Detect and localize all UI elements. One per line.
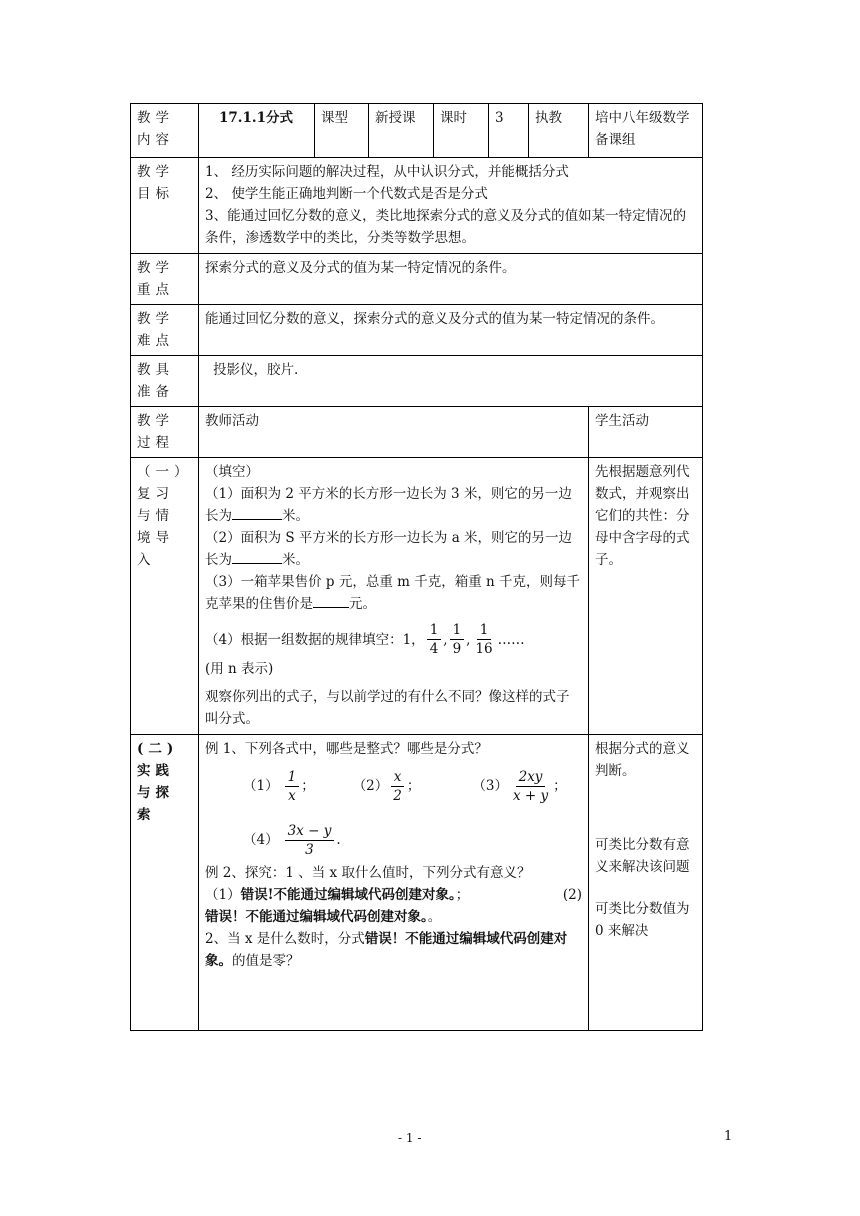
sequence-fraction: $\frac{1}{9}$ bbox=[450, 621, 465, 658]
question-4: （4）根据一组数据的规律填空：1， $\frac{1}{4}$ , $\frac{1}{9}$ , $\frac{1}{16}$ …… bbox=[205, 622, 525, 657]
difficulties-label: 教学难点 bbox=[131, 305, 199, 356]
key-points-text: 探索分式的意义及分式的值为某一特定情况的条件。 bbox=[199, 254, 703, 305]
key-points-row bbox=[131, 254, 703, 305]
answer-blank bbox=[232, 505, 282, 520]
answer-blank bbox=[232, 549, 282, 564]
tools-text: 投影仪，胶片. bbox=[199, 356, 703, 407]
section1-label: （一）复习与情境导入 bbox=[131, 458, 199, 735]
sequence-fraction: $\frac{1}{4}$ bbox=[427, 621, 442, 658]
fraction-2: $\frac{x}{2}$ bbox=[390, 768, 405, 805]
student-note-3: 可类比分数值为 0 来解决 bbox=[595, 901, 690, 939]
fraction-3: $\frac{2xy}{x + y}$ bbox=[512, 768, 549, 804]
student-note-1: 根据分式的意义判断。 bbox=[595, 741, 690, 779]
example-3: 2、当 x 是什么数时，分式错误！不能通过编辑域代码创建对象。的值是零？ bbox=[205, 931, 568, 969]
objective-3: 3、能通过回忆分数的意义，类比地探索分式的意义及分式的值如某一特定情况的条件，渗透数学中的类比，分类等数学思想。 bbox=[205, 208, 687, 246]
example-1: 例 1、下列各式中，哪些是整式？哪些是分式？ bbox=[205, 741, 488, 757]
label-type: 课型 bbox=[315, 104, 369, 158]
answer-blank bbox=[313, 593, 349, 608]
sequence-ellipsis: …… bbox=[497, 631, 525, 648]
question-4-text: （4）根据一组数据的规律填空：1， bbox=[205, 631, 425, 648]
objective-2: 2、 使学生能正确地判断一个代数式是否是分式 bbox=[205, 186, 488, 202]
question-4-note: (用 n 表示) bbox=[205, 661, 274, 677]
field-error: 错误！不能通过编辑域代码创建对象。 bbox=[205, 931, 568, 969]
section2-teacher bbox=[199, 735, 589, 1031]
question-2 bbox=[205, 527, 582, 571]
header-row bbox=[131, 104, 703, 158]
example-2-item-2: 错误！不能通过编辑域代码创建对象。。 bbox=[205, 909, 442, 925]
difficulties-text: 能通过回忆分数的意义，探索分式的意义及分式的值为某一特定情况的条件。 bbox=[199, 305, 703, 356]
section1-teacher bbox=[199, 458, 589, 735]
label-hours: 课时 bbox=[434, 104, 489, 158]
student-note-2: 可类比分数有意义来解决该问题 bbox=[595, 837, 690, 875]
example-1-expression-4: （4） $\frac{3x - y}{3}$ . bbox=[243, 822, 341, 858]
fraction-4: $\frac{3x - y}{3}$ bbox=[285, 822, 335, 859]
question-2-text: （2）面积为 S 平方米的长方形一边长为 a 米，则它的另一边长为 bbox=[205, 530, 573, 568]
question-1 bbox=[205, 483, 582, 527]
fraction-1: $\frac{1}{x}$ bbox=[285, 768, 300, 805]
student-activity-header: 学生活动 bbox=[589, 407, 703, 458]
tools-label: 教具准备 bbox=[131, 356, 199, 407]
lesson-plan-table bbox=[130, 103, 703, 1031]
difficulties-row bbox=[131, 305, 703, 356]
page-number: 1 bbox=[724, 1129, 733, 1144]
value-hours: 3 bbox=[489, 104, 529, 158]
question-2-unit: 米。 bbox=[282, 552, 309, 568]
field-error: 错误！不能通过编辑域代码创建对象。 bbox=[205, 909, 428, 925]
example-1-expressions: （1） $\frac{1}{x}$ ； （2） $\frac{x}{2}$ ； （3） $\frac{2xy}{x + y}$ ； bbox=[243, 768, 567, 804]
objective-1: 1、 经历实际问题的解决过程，从中认识分式，并能概括分式 bbox=[205, 164, 569, 180]
example-2-items: （1）错误!不能通过编辑域代码创建对象。； (2) bbox=[205, 887, 582, 903]
section2-label: (二)实践与探索 bbox=[131, 735, 199, 1031]
page-footer: - 1 - bbox=[398, 1131, 422, 1145]
objectives-label: 教学目标 bbox=[131, 158, 199, 254]
label-content: 教学内容 bbox=[131, 104, 199, 158]
label-teacher: 执教 bbox=[529, 104, 589, 158]
question-3-text: （3）一箱苹果售价 p 元，总重 m 千克，箱重 n 千克，则每千克苹果的住售价是 bbox=[205, 574, 580, 612]
question-3 bbox=[205, 571, 582, 615]
process-label: 教学过程 bbox=[131, 407, 199, 458]
lesson-title: 17.1.1分式 bbox=[199, 104, 315, 158]
sequence-fraction: $\frac{1}{16}$ bbox=[475, 622, 493, 657]
objectives-row bbox=[131, 158, 703, 254]
section1-row bbox=[131, 458, 703, 735]
objectives-content bbox=[199, 158, 703, 254]
teacher-activity-header: 教师活动 bbox=[199, 407, 589, 458]
tools-row bbox=[131, 356, 703, 407]
section2-student bbox=[589, 735, 703, 1031]
value-type: 新授课 bbox=[369, 104, 434, 158]
section2-row bbox=[131, 735, 703, 1031]
fill-intro: （填空） bbox=[205, 464, 259, 480]
question-3-unit: 元。 bbox=[349, 596, 376, 612]
process-header-row bbox=[131, 407, 703, 458]
question-1-text: （1）面积为 2 平方米的长方形一边长为 3 米，则它的另一边长为 bbox=[205, 486, 572, 524]
field-error: 错误!不能通过编辑域代码创建对象。 bbox=[240, 887, 456, 903]
observe-text: 观察你列出的式子，与以前学过的有什么不同？像这样的式子叫分式。 bbox=[205, 689, 570, 727]
value-teacher: 培中八年级数学备课组 bbox=[589, 104, 703, 158]
section1-student: 先根据题意列代数式，并观察出它们的共性：分母中含字母的式子。 bbox=[589, 458, 703, 735]
example-2: 例 2、探究：1 、当 x 取什么值时，下列分式有意义？ bbox=[205, 865, 531, 881]
key-points-label: 教学重点 bbox=[131, 254, 199, 305]
question-1-unit: 米。 bbox=[282, 508, 309, 524]
